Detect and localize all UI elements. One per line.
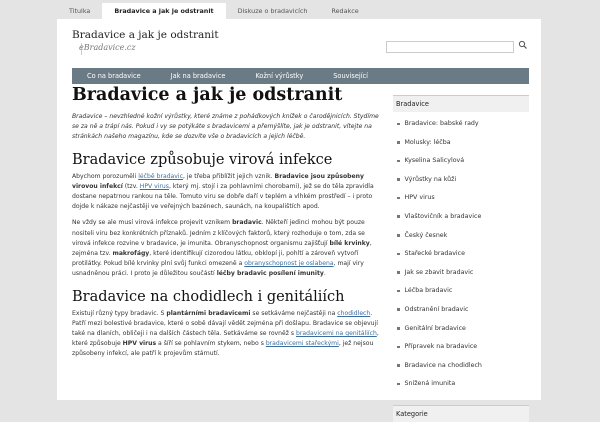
nav-co-na-bradavice[interactable]: Co na bradavice <box>87 72 141 80</box>
sidebar-item[interactable]: Snížená imunita <box>393 378 529 397</box>
site-tagline: eBradavice.cz <box>79 43 136 52</box>
sidebar-item[interactable]: Bradavice: babské rady <box>393 118 529 137</box>
bullet-icon <box>397 364 400 367</box>
bullet-icon <box>397 308 400 311</box>
sidebar-category-title: Kategorie <box>393 405 529 422</box>
nav-kozni-vyrustky[interactable]: Kožní výrůstky <box>255 72 304 80</box>
bullet-icon <box>397 123 400 126</box>
search-icon[interactable] <box>517 39 529 51</box>
sidebar-item[interactable]: Genitální bradavice <box>393 323 529 342</box>
link-starecke[interactable]: bradavicemi stařeckými <box>265 340 339 348</box>
nav-jak-na-bradavice[interactable]: Jak na bradavice <box>170 72 226 80</box>
sidebar-item[interactable]: Stařecké bradavice <box>393 248 529 267</box>
link-lecba-bradavic[interactable]: léčbě bradavic <box>138 172 183 180</box>
bullet-icon <box>397 383 400 386</box>
bullet-icon <box>397 290 400 293</box>
tab-titulka[interactable]: Titulka <box>69 7 91 15</box>
sidebar-item[interactable]: Odstranění bradavic <box>393 304 529 323</box>
bullet-icon <box>397 215 400 218</box>
bullet-icon <box>397 234 400 237</box>
sidebar-item[interactable]: Vlaštovičník a bradavice <box>393 211 529 230</box>
search-input[interactable] <box>386 41 514 53</box>
tab-diskuze[interactable]: Diskuze o bradavicích <box>237 7 308 15</box>
section-heading-types: Bradavice na chodidlech i genitáliích <box>72 288 345 305</box>
bullet-icon <box>397 327 400 330</box>
top-tabs <box>57 3 371 19</box>
sidebar <box>393 95 529 418</box>
sidebar-list <box>393 118 529 397</box>
bullet-icon <box>397 271 400 274</box>
bullet-icon <box>397 346 400 349</box>
sidebar-item[interactable]: Český česnek <box>393 230 529 249</box>
bullet-icon <box>397 141 400 144</box>
sidebar-item[interactable]: Jak se zbavit bradavic <box>393 267 529 286</box>
sidebar-item[interactable]: Léčba bradavic <box>393 285 529 304</box>
bullet-icon <box>397 253 400 256</box>
paragraph-1: Abychom porozuměli léčbě bradavic, je třeba přiblížit jejich vznik. Bradavice jsou způsobeny virovou infekcí (tzv. HPV virus, který mj. stojí i za pohlavními chorobami), jež se do těla zpravidla dostane nepatrnou rankou na těle. Tomuto viru se dobře daří v teplém a vlhkém prostředí – i proto dojde k nákaze nejčastěji ve veřejných bazénech, saunách, na koupalištích apod. <box>72 172 374 211</box>
tab-bradavice[interactable]: Bradavice a jak je odstranit <box>102 3 225 19</box>
paragraph-2: Ne vždy se ale musí virová infekce projevit vznikem bradavic. Někteří jedinci mohou být pouze nositeli viru bez konkrétních příznaků. Jedním z klíčových faktorů, který rozhoduje o tom, zda se virová infekce rozvine v bradavice, je imunita. Obranyschopnost organismu zajišťují bílé krvinky, zejména tzv. makrofágy, které identifikují cizorodou látku, obklopí ji, pohltí a zároveň vytvoří protilátky. Pokud bílé krvinky plní svůj funkci omezeně a obranyschopnost je oslabena, mají viry usnadněnou práci. I proto je důležitou součástí léčby bradavic posílení imunity. <box>72 219 372 278</box>
bullet-icon <box>397 160 400 163</box>
bullet-icon <box>397 178 400 181</box>
link-obranyschopnost[interactable]: obranyschopnost je oslabena <box>244 260 334 268</box>
link-chodidla[interactable]: chodidlech <box>337 309 371 317</box>
sidebar-item[interactable]: Kyselina Salicylová <box>393 155 529 174</box>
sidebar-item[interactable]: HPV virus <box>393 192 529 211</box>
sidebar-item[interactable]: Bradavice na chodidlech <box>393 360 529 379</box>
sidebar-title: Bradavice <box>393 95 529 112</box>
sidebar-item[interactable]: Přípravek na bradavice <box>393 341 529 360</box>
paragraph-3: Existují různý typy bradavic. S plantárními bradavicemi se setkáváme nejčastěji na chodidlech. Patří mezi bolestivé bradavice, které o sobě dávají vědět zejména při došlapu. Bradavice se objevují také na dlaních, obličeji i na dalších částech těla. Setkáváme se rovněž s bradavicemi na genitáliích, které způsobuje HPV virus a šíří se pohlavním stykem, nebo s bradavicemi stařeckými, jež nejsou způsobeny infekcí, ale patří k projevům stárnutí. <box>72 309 379 358</box>
article <box>72 85 379 400</box>
page <box>57 19 541 418</box>
link-genitalie[interactable]: bradavicemi na genitáliích <box>296 330 377 338</box>
site-title[interactable]: Bradavice a jak je odstranit <box>72 29 219 41</box>
article-title: Bradavice a jak je odstranit <box>72 85 343 105</box>
tab-redakce[interactable]: Redakce <box>331 7 359 15</box>
sidebar-item[interactable]: Molusky: léčba <box>393 137 529 156</box>
bullet-icon <box>397 197 400 200</box>
section-heading-viral: Bradavice způsobuje virová infekce <box>72 151 333 168</box>
article-intro: Bradavice – nevzhledné kožní výrůstky, které známe z pohádkových knížek o čarodějnicích. Stydíme se za ně a trápí nás. Pokud i vy se potýkáte s bradavicemi a přemýšlíte, jak je odstranit, vítejte na stránkách našeho magazínu, kde se dozvíte vše o bradavicích a jejich léčbě. <box>72 113 379 141</box>
main-nav <box>72 68 529 84</box>
nav-souvisejici[interactable]: Související <box>333 72 368 80</box>
link-hpv-virus[interactable]: HPV virus <box>139 182 169 190</box>
sidebar-item[interactable]: Výrůstky na kůži <box>393 174 529 193</box>
